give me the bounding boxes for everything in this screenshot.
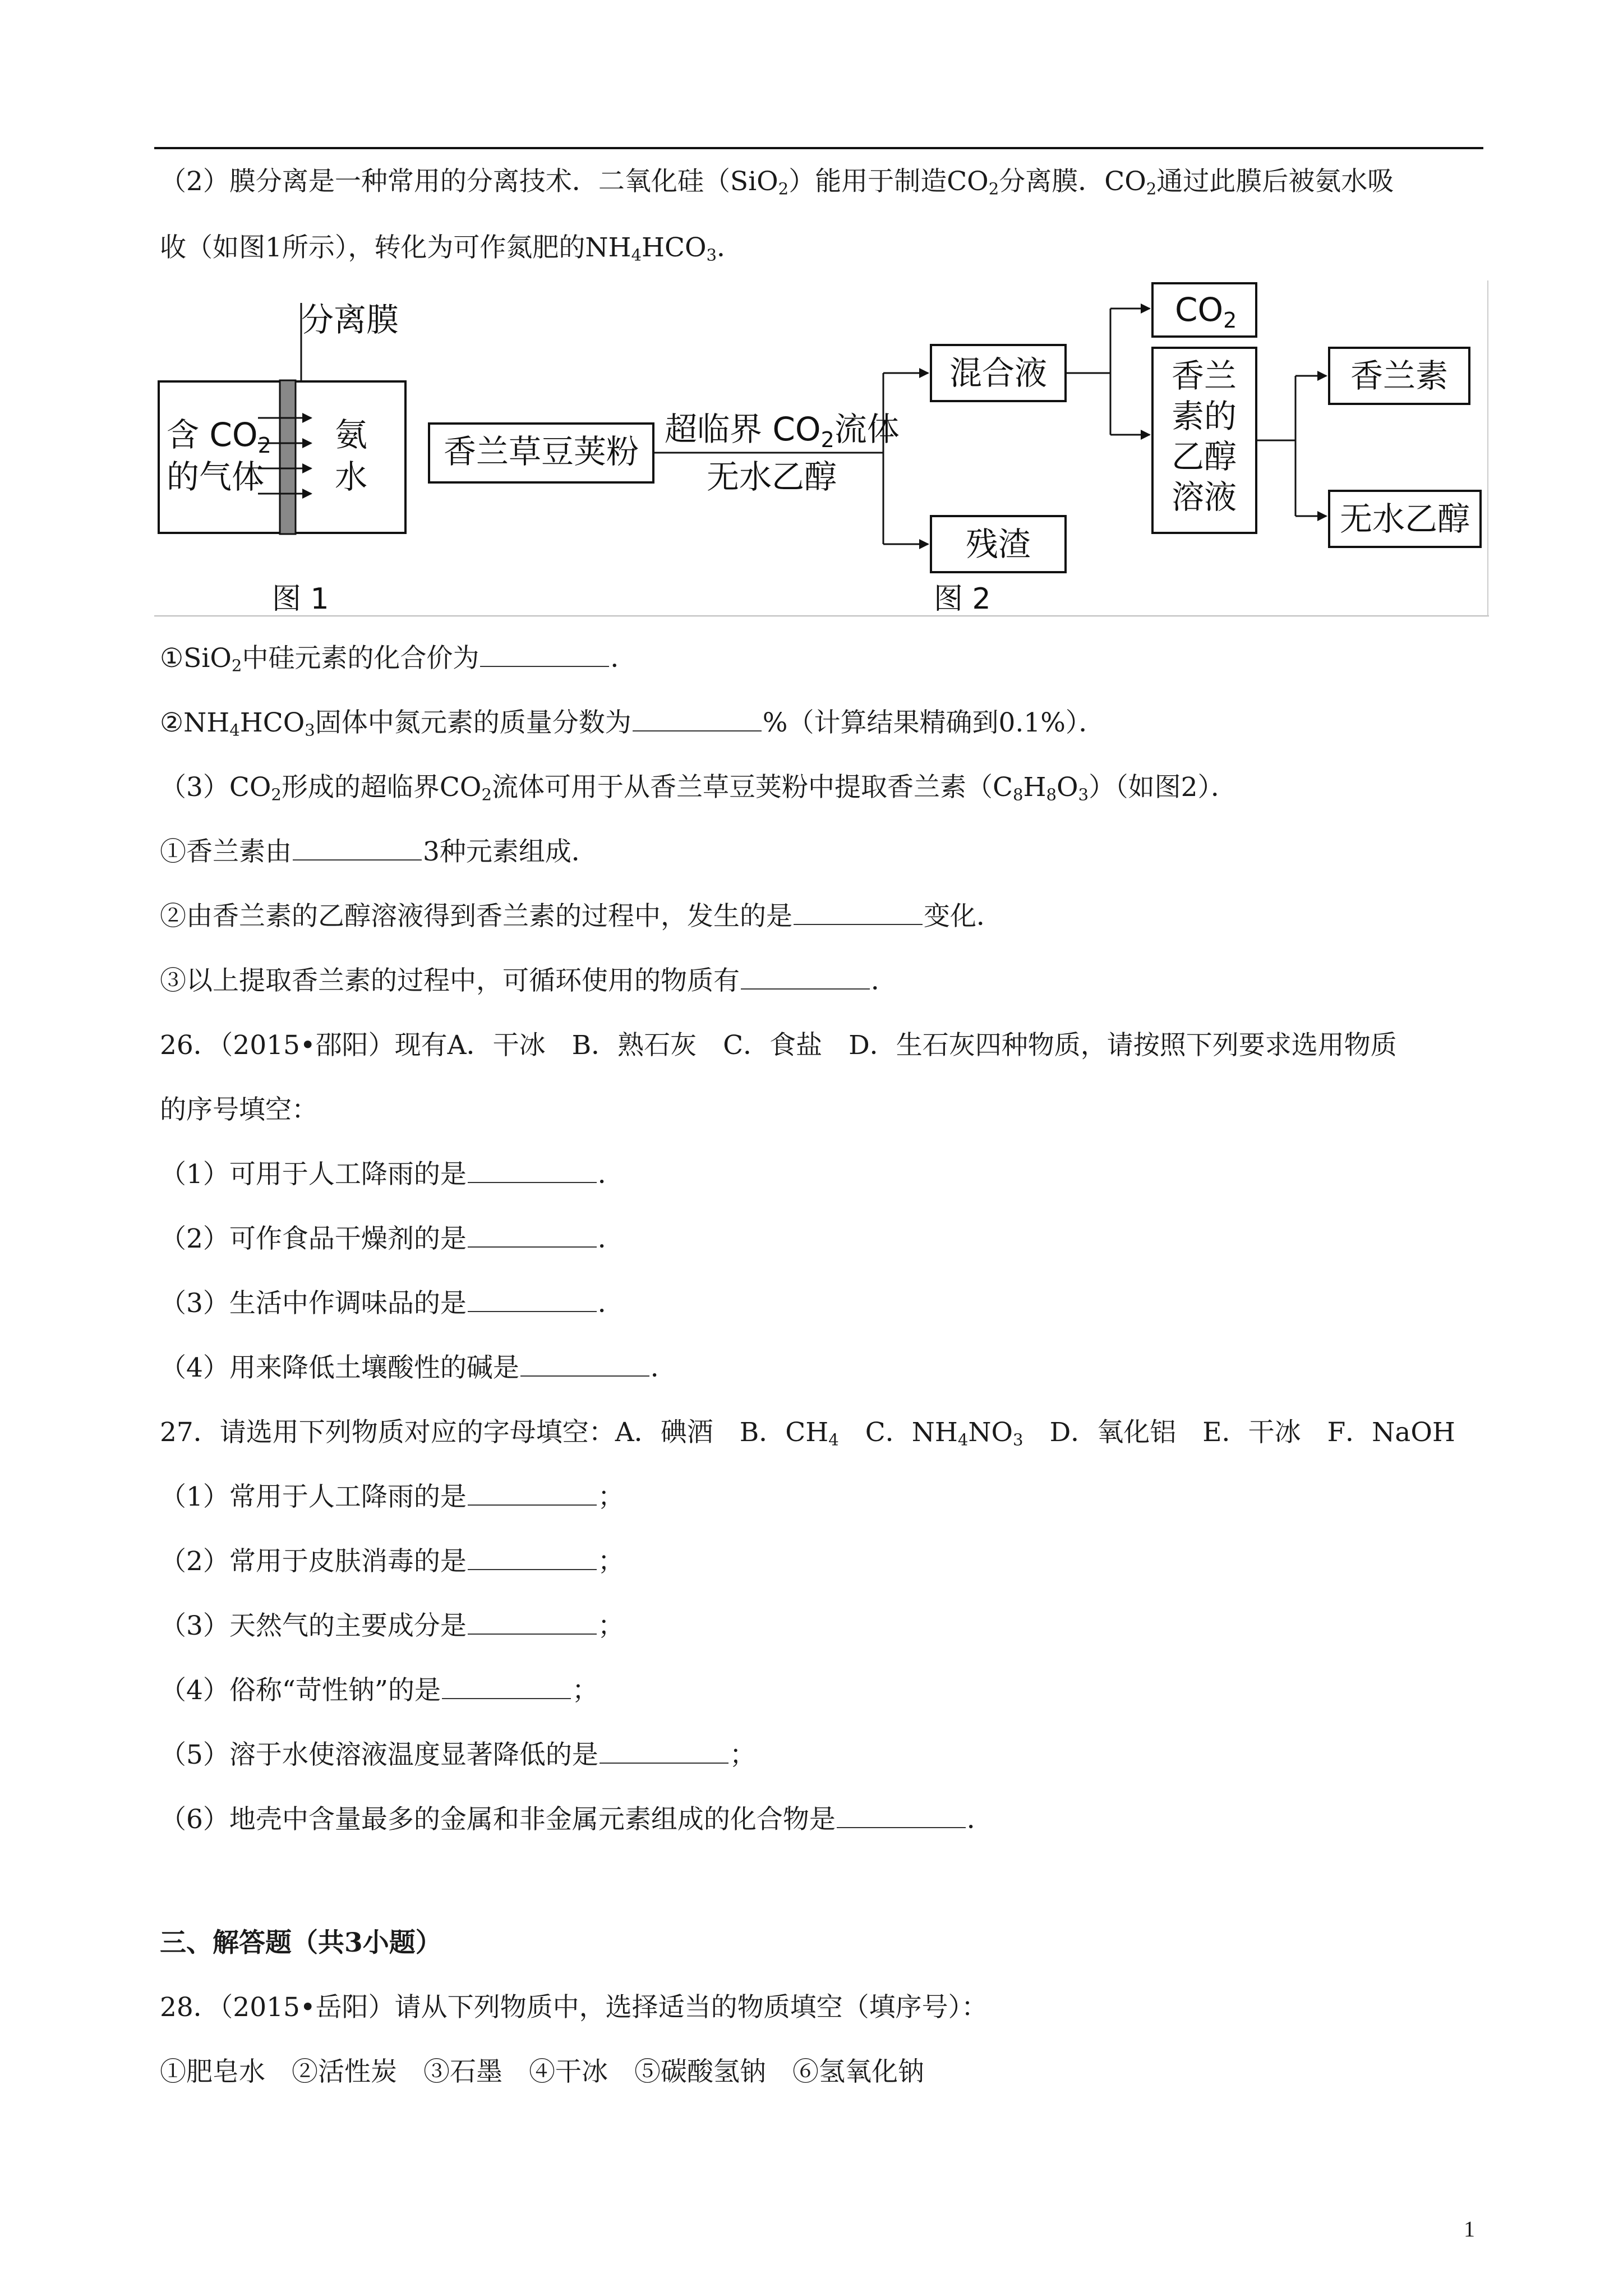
figure-2: [429, 283, 1481, 616]
answer-blank[interactable]: [600, 1762, 728, 1764]
co2-label: $CO_2$: [1175, 291, 1237, 333]
solution-label-2: 素的: [1171, 397, 1237, 435]
source-label: 香兰草豆荚粉: [443, 432, 639, 471]
q26-item-1: （1）可用于人工降雨的是 ．: [160, 1159, 624, 1190]
residue-label: 残渣: [965, 525, 1031, 563]
q26-line1: 26．（2015•邵阳）现有A．干冰 B．熟石灰 C．食盐 D．生石灰四种物质，请按照下列要求选用物质: [160, 1030, 1397, 1061]
answer-blank[interactable]: [633, 730, 762, 731]
answer-blank[interactable]: [741, 988, 870, 990]
q25-q2: $②NH_4HCO_3$固体中氮元素的质量分数为 %（计算结果精确到0.1%）．: [160, 707, 1105, 740]
separation-membrane: [280, 380, 296, 534]
page-number: 1: [1464, 2216, 1475, 2242]
gas-label-line1: 含 $CO_2$: [167, 416, 271, 458]
ammonia-label-line1: 氨: [335, 416, 368, 454]
answer-blank[interactable]: [468, 1568, 597, 1570]
answer-blank[interactable]: [468, 1181, 597, 1183]
q28-line2: ①肥皂水 ②活性炭 ③石墨 ④干冰 ⑤碳酸氢钠 ⑥氢氧化钠: [160, 2056, 924, 2087]
solution-label-1: 香兰: [1171, 357, 1237, 395]
fig2-caption: 图 2: [934, 582, 991, 616]
membrane-label: 分离膜: [301, 301, 399, 339]
q26-item-4: （4）用来降低土壤酸性的碱是 ．: [160, 1352, 677, 1383]
fig1-caption: 图 1: [272, 582, 329, 616]
q25-q3: ①香兰素由 3种元素组成．: [160, 836, 598, 867]
solution-label-3: 乙醇: [1171, 438, 1237, 476]
gas-label-line2: 的气体: [167, 458, 265, 496]
solution-label-4: 溶液: [1171, 478, 1237, 516]
answer-blank[interactable]: [520, 1375, 649, 1377]
answer-blank[interactable]: [468, 1246, 597, 1248]
q27-item-2: （2）常用于皮肤消毒的是 ；: [160, 1546, 624, 1577]
q27-item-1: （1）常用于人工降雨的是 ；: [160, 1481, 624, 1512]
figure-1: [159, 301, 405, 616]
q26-line2: 的序号填空：: [160, 1094, 318, 1125]
answer-blank[interactable]: [480, 665, 609, 667]
q26-item-2: （2）可作食品干燥剂的是 ．: [160, 1223, 624, 1254]
q27-item-3: （3）天然气的主要成分是 ；: [160, 1611, 624, 1641]
q25-p3: $(3)CO_2$形成的超临界$CO_2$流体可用于从香兰草豆荚粉中提取香兰素$(C_8H_8O_3)$（如图2）．: [160, 772, 1237, 804]
q27-item-4: （4）俗称“苛性钠”的是 ；: [160, 1675, 598, 1706]
answer-blank[interactable]: [468, 1504, 597, 1506]
answer-blank[interactable]: [794, 923, 923, 925]
arrow-top-label: 超临界 $CO_2$流体: [665, 410, 900, 452]
answer-blank[interactable]: [442, 1697, 571, 1699]
vanillin-label: 香兰素: [1350, 357, 1449, 395]
ammonia-label-line2: 水: [335, 458, 368, 496]
q25-q4: ②由香兰素的乙醇溶液得到香兰素的过程中，发生的是 变化．: [160, 901, 1003, 932]
q25-p2-line1: （2）膜分离是一种常用的分离技术．二氧化硅（SiO$_2$）能用于制造$CO_2$分离膜．$CO_2$通过此膜后被氨水吸: [160, 166, 1394, 199]
answer-blank[interactable]: [837, 1826, 966, 1828]
q28-line1: 28．（2015•岳阳）请从下列物质中，选择适当的物质填空（填序号）：: [160, 1992, 988, 2023]
figure-1-2: [154, 280, 1489, 623]
ethanol-label: 无水乙醇: [1339, 500, 1470, 538]
section-3-heading: 三、解答题（共3小题）: [160, 1927, 442, 1958]
q25-q5: ③以上提取香兰素的过程中，可循环使用的物质有 ．: [160, 965, 897, 996]
q27-line1: 27．请选用下列物质对应的字母填空：A．碘酒 B．$CH_4$ C．$NH_4NO_3$ D．氧化铝 E．干冰 F．NaOH: [160, 1417, 1455, 1450]
q25-q1: ①SiO$_2$中硅元素的化合价为 ．: [160, 643, 637, 675]
q27-item-6: （6）地壳中含量最多的金属和非金属元素组成的化合物是 ．: [160, 1804, 993, 1835]
arrow-bottom-label: 无水乙醇: [707, 458, 837, 496]
answer-blank[interactable]: [293, 859, 422, 861]
q27-item-5: （5）溶于水使溶液温度显著降低的是 ；: [160, 1740, 756, 1770]
mixed-label: 混合液: [949, 354, 1048, 392]
header-rule: [154, 147, 1483, 149]
q26-item-3: （3）生活中作调味品的是 ．: [160, 1288, 624, 1319]
answer-blank[interactable]: [468, 1310, 597, 1312]
answer-blank[interactable]: [468, 1633, 597, 1635]
q25-p2-line2: 收（如图1所示），转化为可作氮肥的$NH_4HCO_3$．: [160, 232, 744, 265]
